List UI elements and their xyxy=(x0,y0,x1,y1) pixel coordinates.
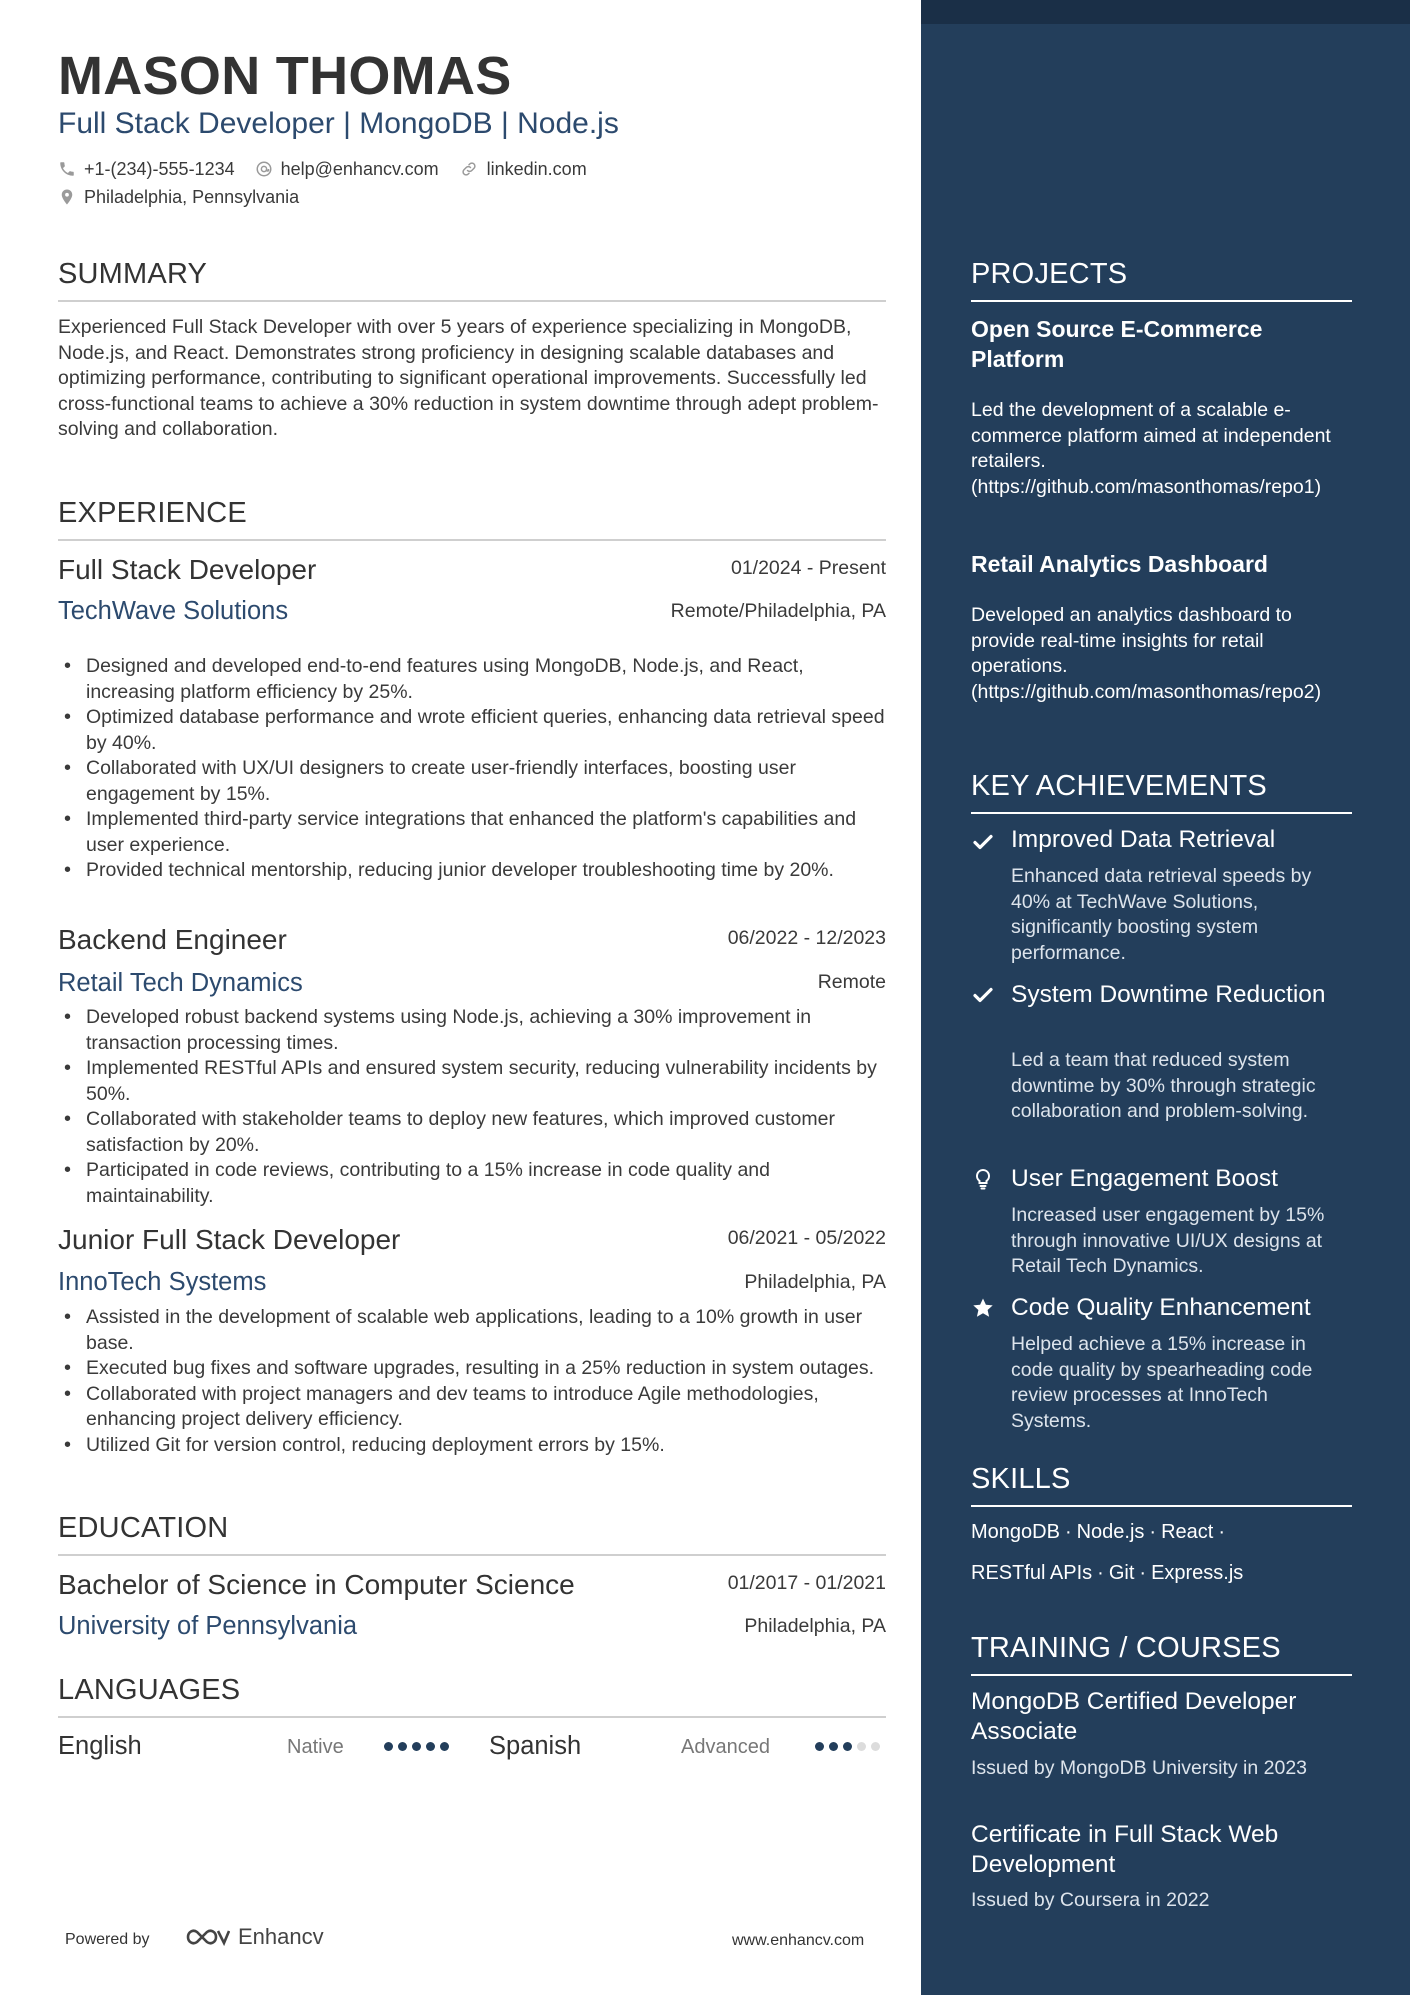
sidebar xyxy=(921,0,1410,1995)
job-title: Backend Engineer xyxy=(58,924,287,955)
course-title: Certificate in Full Stack Web Development xyxy=(971,1821,1279,1878)
language-name: English xyxy=(58,1732,142,1760)
degree-title: Bachelor of Science in Computer Science xyxy=(58,1569,575,1600)
job-dates: 01/2024 - Present xyxy=(730,557,886,579)
experience-heading: EXPERIENCE xyxy=(58,495,886,541)
bullet-item: • Designed and developed end-to-end features using MongoDB, Node.js, and React, increasing platform efficiency by 25%. xyxy=(58,654,886,705)
job-company: Retail Tech Dynamics xyxy=(58,969,303,997)
project-description: Led the development of a scalable e-commerce platform aimed at independent retailers. (https://github.com/masonthomas/repo1) xyxy=(971,399,1331,498)
job-dates: 06/2022 - 12/2023 xyxy=(727,927,886,949)
education-dates: 01/2017 - 01/2021 xyxy=(727,1572,886,1594)
school-name: University of Pennsylvania xyxy=(58,1612,358,1640)
bullet-item: • Implemented third-party service integrations that enhanced the platform's capabilities and user experience. xyxy=(58,807,886,858)
training-heading: TRAINING / COURSES xyxy=(971,1630,1352,1676)
skills-heading: SKILLS xyxy=(971,1461,1352,1507)
job-dates: 06/2021 - 05/2022 xyxy=(727,1227,886,1249)
achievements-heading: KEY ACHIEVEMENTS xyxy=(971,768,1352,814)
candidate-name: MASON THOMAS xyxy=(58,46,512,106)
check-icon xyxy=(971,830,995,854)
bullet-item: • Collaborated with stakeholder teams to deploy new features, which improved customer satisfaction by 20%. xyxy=(58,1107,886,1158)
language-level: Advanced xyxy=(681,1736,770,1758)
achievement-description: Increased user engagement by 15% through innovative UI/UX designs at Retail Tech Dynamics. xyxy=(1011,1204,1325,1277)
bullet-item: • Participated in code reviews, contributing to a 15% increase in code quality and maintainability. xyxy=(58,1158,886,1209)
bullet-item: • Developed robust backend systems using Node.js, achieving a 30% improvement in transaction processing times. xyxy=(58,1005,886,1056)
email-contact[interactable] xyxy=(255,157,439,181)
link-icon xyxy=(459,160,479,178)
achievement-description: Enhanced data retrieval speeds by 40% at TechWave Solutions, significantly boosting system performance. xyxy=(1011,865,1312,964)
check-icon xyxy=(971,983,995,1007)
skill-tag: Node.js xyxy=(1076,1521,1145,1543)
lightbulb-icon xyxy=(971,1167,995,1191)
project-title: Retail Analytics Dashboard xyxy=(971,551,1268,577)
achievement-title: User Engagement Boost xyxy=(1011,1165,1278,1192)
skills-line: RESTful APIs · Git · Express.js xyxy=(971,1562,1244,1584)
rating-dot-filled xyxy=(412,1742,421,1751)
sidebar-top-band xyxy=(921,0,1410,24)
achievement-title: System Downtime Reduction xyxy=(1011,981,1326,1008)
rating-dot-filled xyxy=(440,1742,449,1751)
course-issuer: Issued by MongoDB University in 2023 xyxy=(971,1757,1308,1779)
skill-tag: MongoDB xyxy=(971,1521,1060,1543)
location-contact xyxy=(58,185,299,209)
email-text: help@enhancv.com xyxy=(280,159,439,179)
job-company: InnoTech Systems xyxy=(58,1268,267,1296)
languages-heading: LANGUAGES xyxy=(58,1672,886,1718)
headline: Full Stack Developer | MongoDB | Node.js xyxy=(58,107,619,140)
job-bullets xyxy=(58,1305,886,1458)
job-location: Remote/Philadelphia, PA xyxy=(670,600,886,622)
map-pin-icon xyxy=(58,187,76,207)
rating-dot-filled xyxy=(829,1742,838,1751)
rating-dot-filled xyxy=(843,1742,852,1751)
enhancv-logo[interactable] xyxy=(184,1924,324,1950)
achievement-description: Helped achieve a 15% increase in code quality by spearheading code review processes at InnoTech Systems. xyxy=(1011,1333,1313,1432)
phone-text: +1-(234)-555-1234 xyxy=(84,159,235,179)
enhancv-logo-icon xyxy=(184,1925,230,1949)
language-level: Native xyxy=(287,1736,344,1758)
rating-dot-filled xyxy=(426,1742,435,1751)
projects-heading: PROJECTS xyxy=(971,256,1352,302)
skill-tag: Git xyxy=(1108,1562,1135,1584)
rating-dot-empty xyxy=(871,1742,880,1751)
job-title: Junior Full Stack Developer xyxy=(58,1224,401,1255)
skill-tag: RESTful APIs xyxy=(971,1562,1093,1584)
footer-powered-by: Powered by xyxy=(65,1931,150,1948)
footer-url[interactable]: www.enhancv.com xyxy=(732,1932,865,1949)
summary-heading: SUMMARY xyxy=(58,256,886,302)
linkedin-contact[interactable] xyxy=(459,157,587,181)
bullet-item: • Optimized database performance and wrote efficient queries, enhancing data retrieval speed by 40%. xyxy=(58,705,886,756)
contact-row xyxy=(58,157,607,181)
achievement-description: Led a team that reduced system downtime by 30% through strategic collaboration and problem-solving. xyxy=(1011,1049,1316,1122)
rating-dot-filled xyxy=(815,1742,824,1751)
job-bullets xyxy=(58,1005,886,1209)
bullet-item: • Utilized Git for version control, reducing deployment errors by 15%. xyxy=(58,1433,886,1459)
job-location: Remote xyxy=(817,971,886,993)
job-company: TechWave Solutions xyxy=(58,597,289,625)
skill-tag: Express.js xyxy=(1151,1562,1244,1584)
location-text: Philadelphia, Pennsylvania xyxy=(84,187,300,207)
language-name: Spanish xyxy=(489,1732,582,1760)
job-bullets xyxy=(58,654,886,884)
bullet-item: • Collaborated with project managers and dev teams to introduce Agile methodologies, enhancing project delivery efficiency. xyxy=(58,1382,886,1433)
star-icon xyxy=(971,1296,995,1320)
achievement-title: Improved Data Retrieval xyxy=(1011,826,1276,853)
at-icon xyxy=(255,160,273,178)
project-description: Developed an analytics dashboard to provide real-time insights for retail operations. (https://github.com/masonthomas/repo2) xyxy=(971,604,1322,703)
rating-dot-filled xyxy=(384,1742,393,1751)
linkedin-text: linkedin.com xyxy=(486,159,587,179)
bullet-item: • Assisted in the development of scalable web applications, leading to a 10% growth in user base. xyxy=(58,1305,886,1356)
rating-dot-filled xyxy=(398,1742,407,1751)
skills-line: MongoDB · Node.js · React · xyxy=(971,1521,1226,1543)
education-heading: EDUCATION xyxy=(58,1510,886,1556)
location-row xyxy=(58,185,319,209)
phone-icon xyxy=(58,160,76,178)
course-issuer: Issued by Coursera in 2022 xyxy=(971,1889,1210,1911)
bullet-item: • Implemented RESTful APIs and ensured system security, reducing vulnerability incidents by 50%. xyxy=(58,1056,886,1107)
phone-contact[interactable] xyxy=(58,157,235,181)
project-title: Open Source E-Commerce Platform xyxy=(971,316,1263,372)
rating-dot-empty xyxy=(857,1742,866,1751)
job-location: Philadelphia, PA xyxy=(744,1271,886,1293)
enhancv-logo-text: Enhancv xyxy=(238,1924,324,1949)
bullet-item: • Collaborated with UX/UI designers to create user-friendly interfaces, boosting user engagement by 15%. xyxy=(58,756,886,807)
achievement-title: Code Quality Enhancement xyxy=(1011,1294,1311,1321)
skill-tag: React xyxy=(1161,1521,1214,1543)
education-location: Philadelphia, PA xyxy=(744,1615,886,1637)
bullet-item: • Executed bug fixes and software upgrades, resulting in a 25% reduction in system outages. xyxy=(58,1356,886,1382)
language-rating xyxy=(815,1742,885,1751)
bullet-item: • Provided technical mentorship, reducing junior developer troubleshooting time by 20%. xyxy=(58,858,886,884)
language-rating xyxy=(384,1742,454,1751)
job-title: Full Stack Developer xyxy=(58,554,317,585)
course-title: MongoDB Certified Developer Associate xyxy=(971,1688,1297,1745)
summary-text: Experienced Full Stack Developer with over 5 years of experience specializing in MongoDB, Node.js, and React. Demonstrates strong proficiency in designing scalable databases and optimizing performance, contributing to significant operational improvements. Successfully led cross-functional teams to achieve a 30% reduction in system downtime through adept problem-solving and collaboration. xyxy=(58,316,879,440)
